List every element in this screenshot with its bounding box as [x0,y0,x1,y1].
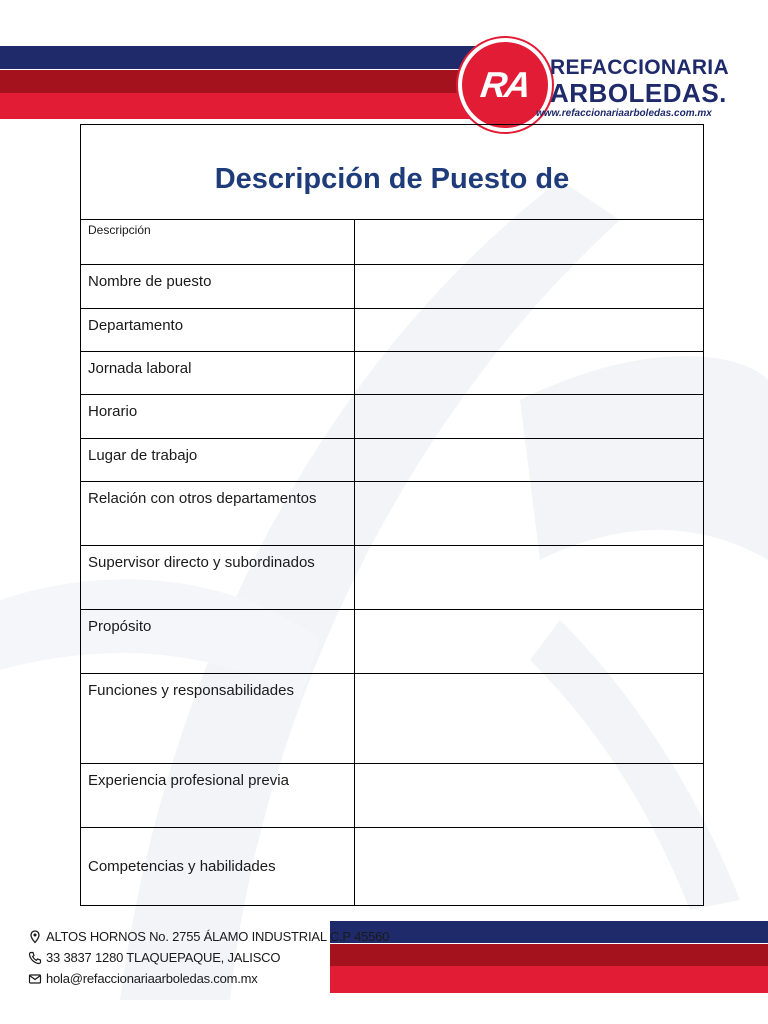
form-title: Descripción de Puesto de [214,162,570,195]
footer-phone: 33 3837 1280 TLAQUEPAQUE, JALISCO [46,950,281,965]
phone-icon [28,951,42,965]
logo-name-line1: REFACCIONARIA [550,56,729,79]
company-logo [456,34,768,130]
row-value-field[interactable] [355,352,703,394]
footer-email[interactable]: hola@refaccionariaarboledas.com.mx [46,971,258,986]
location-pin-icon [28,930,42,944]
footer-stripe-red [330,966,768,993]
form-title-cell [81,125,703,220]
row-label: Experiencia profesional previa [81,764,355,827]
row-label: Horario [81,395,355,438]
footer-stripe-navy [330,921,768,943]
row-label: Supervisor directo y subordinados [81,546,355,609]
form-row [81,610,703,674]
form-row [81,309,703,352]
row-value-field[interactable] [355,482,703,545]
form-row [81,352,703,395]
footer-stripe-dark-red [330,944,768,966]
row-value-field[interactable] [355,764,703,827]
row-label: Jornada laboral [81,352,355,394]
footer-address: ALTOS HORNOS No. 2755 ÁLAMO INDUSTRIAL C.P 45560 [46,929,390,944]
row-label: Descripción [81,220,355,264]
row-label: Nombre de puesto [81,265,355,308]
row-value-field[interactable] [355,395,703,438]
footer-phone-line [28,947,389,968]
row-label: Competencias y habilidades [81,828,355,905]
footer-contact [28,926,389,989]
form-row [81,828,703,905]
form-row [81,395,703,439]
row-value-field[interactable] [355,439,703,481]
row-label: Funciones y responsabilidades [81,674,355,763]
row-value-field[interactable] [355,265,703,308]
row-value-field[interactable] [355,220,703,264]
row-value-field[interactable] [355,610,703,673]
row-value-field[interactable] [355,828,703,905]
row-value-field[interactable] [355,309,703,351]
footer-address-line [28,926,389,947]
header-stripe-navy [0,46,520,69]
header-stripe-red [0,93,520,119]
email-icon [28,972,42,986]
row-value-field[interactable] [355,546,703,609]
form-row [81,439,703,482]
header-stripe-dark-red [0,70,520,93]
row-label: Lugar de trabajo [81,439,355,481]
row-label: Propósito [81,610,355,673]
form-row [81,546,703,610]
form-row [81,764,703,828]
logo-initials: RA [478,64,532,105]
logo-website: www.refaccionariaarboledas.com.mx [536,108,712,119]
job-description-form [80,124,704,906]
row-label: Departamento [81,309,355,351]
logo-name-line2: ARBOLEDAS. [550,78,727,108]
form-row [81,265,703,309]
form-row [81,220,703,265]
form-row [81,482,703,546]
footer-email-line [28,968,389,989]
row-value-field[interactable] [355,674,703,763]
row-label: Relación con otros departamentos [81,482,355,545]
form-row [81,674,703,764]
